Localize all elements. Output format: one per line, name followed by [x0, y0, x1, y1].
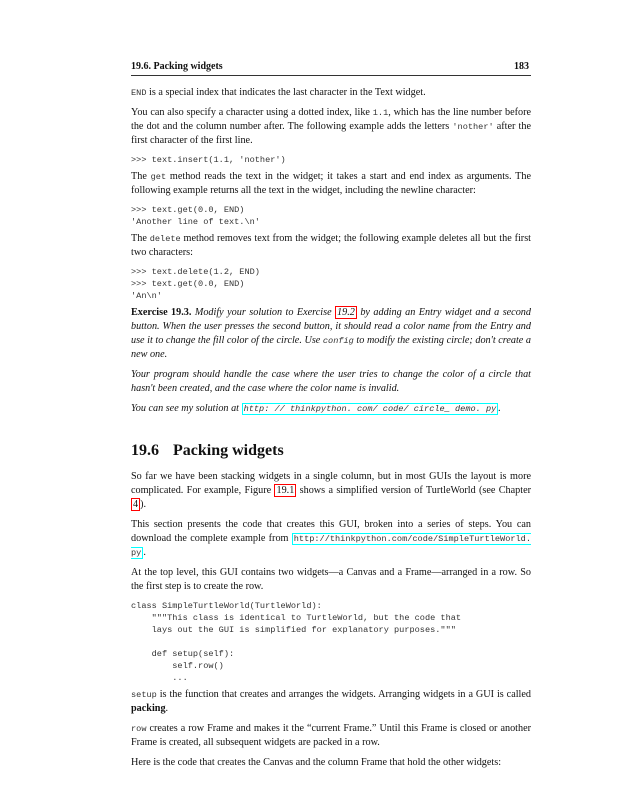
code-block-delete: >>> text.delete(1.2, END) >>> text.get(0.0, END) 'An\n' — [131, 267, 260, 301]
inline-code: get — [150, 172, 167, 182]
figure-reference-link[interactable]: 19.1 — [276, 485, 295, 496]
paragraph-layout — [131, 470, 531, 512]
code-block-insert: >>> text.insert(1.1, 'nother') — [131, 155, 286, 165]
exercise-reference-link[interactable]: 19.2 — [337, 307, 355, 318]
paragraph-text: creates a row Frame and makes it the “current Frame.” Until this Frame is closed or another Frame is created, all subsequent widgets are packed in a row. — [131, 723, 531, 748]
inline-code: row — [131, 724, 147, 734]
paragraph-text: Modify your solution to Exercise — [191, 307, 336, 318]
paragraph-text: , which has the line number before the dot and the column number after. The following example adds the letters — [131, 107, 531, 132]
exercise-label: Exercise 19.3. — [131, 307, 192, 318]
exercise-paragraph-3 — [131, 402, 531, 416]
paragraph-row — [131, 722, 531, 750]
inline-code: 1.1 — [372, 108, 389, 118]
paragraph-text: ). — [140, 499, 147, 510]
paragraph-dotted-index — [131, 106, 531, 148]
paragraph-text: . — [498, 403, 501, 414]
paragraph-text: . — [165, 703, 169, 714]
solution-url-link[interactable]: http: // thinkpython. com/ code/ circle_ demo. py — [243, 404, 497, 414]
inline-code: setup — [131, 690, 157, 700]
paragraph-text: is the function that creates and arranges the widgets. Arranging widgets in a GUI is called — [156, 689, 531, 700]
paragraph-text: is a special index that indicates the last character in the Text widget. — [146, 87, 426, 98]
paragraph-setup — [131, 688, 531, 716]
page-number: 183 — [514, 61, 529, 72]
exercise-paragraph — [131, 306, 531, 362]
section-heading — [131, 444, 531, 458]
paragraph-delete-method — [131, 232, 531, 260]
paragraph-top-level: At the top level, this GUI contains two widgets—a Canvas and a Frame—arranged in a row. So the first step is to create the row. — [131, 567, 531, 592]
paragraph-text: method reads the text in the widget; it takes a start and end index as arguments. The following example returns all the text in the widget, including the newline character: — [131, 171, 531, 196]
paragraph-text: You can see my solution at — [131, 403, 242, 414]
bold-term: packing — [131, 703, 166, 714]
paragraph-text: So far we have been stacking widgets in a single column, but in most GUIs the layout is more complicated. For example, Figure — [131, 471, 531, 496]
code-block-get: >>> text.get(0.0, END) 'Another line of text.\n' — [131, 205, 260, 227]
paragraph-download — [131, 518, 531, 560]
paragraph-text: . — [143, 547, 146, 558]
running-header — [131, 61, 529, 72]
section-number: 19.6 — [131, 442, 159, 459]
inline-code: config — [322, 336, 354, 346]
paragraph-text: You can also specify a character using a dotted index, like — [131, 107, 373, 118]
download-url-link[interactable]: http://thinkpython.com/code/SimpleTurtleWorld.py — [131, 534, 531, 558]
paragraph-end-index — [131, 86, 531, 100]
header-rule — [131, 75, 531, 76]
page-body — [131, 86, 531, 776]
header-title: 19.6. Packing widgets — [131, 61, 223, 72]
inline-code: delete — [149, 234, 181, 244]
exercise-paragraph-2: Your program should handle the case where the user tries to change the color of a circle that hasn't been created, and the case where the color name is invalid. — [131, 369, 531, 394]
paragraph-text: by adding an Entry widget and a second button. When the user presses the second button, it should read a color name from the Entry and use it to change the fill color of the circle. Use — [131, 307, 531, 346]
paragraph-canvas: Here is the code that creates the Canvas and the column Frame that hold the other widgets: — [131, 757, 502, 768]
paragraph-text: The — [131, 171, 151, 182]
paragraph-text: shows a simplified version of TurtleWorld (see Chapter — [296, 485, 531, 496]
paragraph-text: to modify the existing circle; don't create a new one. — [131, 335, 531, 360]
code-block-class: class SimpleTurtleWorld(TurtleWorld): """This class is identical to TurtleWorld, but the code that lays out the GUI is simplified for explanatory purposes.""" def setup(self): self.row() ... — [131, 601, 462, 683]
inline-code: END — [131, 88, 147, 98]
paragraph-text: This section presents the code that creates this GUI, broken into a series of steps. You can download the complete example from — [131, 519, 531, 544]
paragraph-text: after the first character of the first line. — [131, 121, 531, 146]
paragraph-get-method — [131, 170, 531, 198]
paragraph-text: The — [131, 233, 150, 244]
inline-code: 'nother' — [452, 122, 494, 132]
section-title: Packing widgets — [173, 442, 284, 459]
paragraph-text: method removes text from the widget; the following example deletes all but the first two characters: — [131, 233, 531, 258]
chapter-reference-link[interactable]: 4 — [133, 499, 139, 510]
